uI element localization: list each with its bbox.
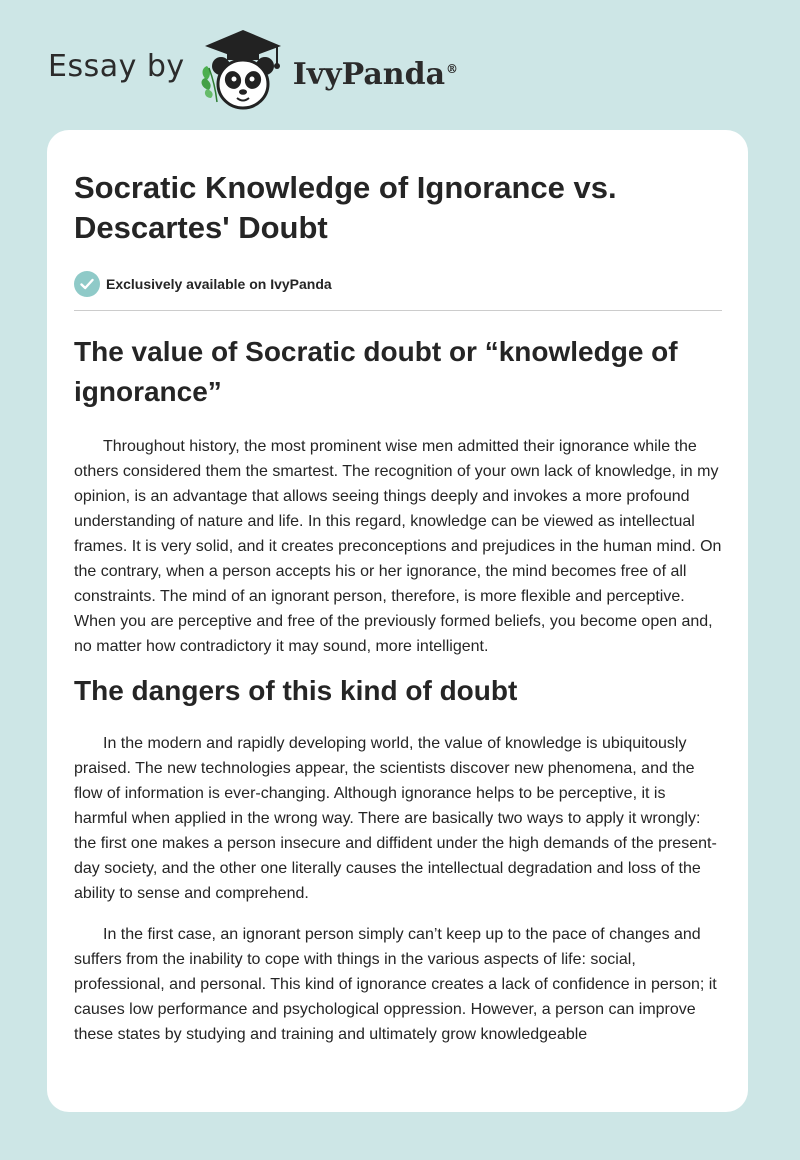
paragraph: Throughout history, the most prominent wise men admitted their ignorance while the others considered them the smartest. The recognition of your own lack of knowledge, in my opinion, is an advantage that allows seeing things deeply and invokes a more profound understanding of nature and life. In this regard, knowledge can be viewed as intellectual frames. It is very solid, and it creates preconceptions and prejudices in the human mind. On the contrary, when a person accepts his or her ignorance, the mind becomes free of all constraints. The mind of an ignorant person, therefore, is more flexible and perceptive. When you are perceptive and free of the previously formed beliefs, you become open and, no matter how contradictory it may sound, more intelligent.	[74, 438, 722, 655]
essay-card	[47, 130, 748, 1112]
brand-name-text: IvyPanda	[292, 56, 446, 92]
divider	[74, 310, 722, 311]
section-value-of-doubt	[74, 332, 722, 659]
panda-graduation-cap-icon[interactable]	[197, 28, 289, 112]
exclusive-badge-label: Exclusively available on IvyPanda	[106, 276, 332, 292]
section-heading: The value of Socratic doubt or “knowledge of ignorance”	[74, 336, 678, 407]
section-heading: The dangers of this kind of doubt	[74, 675, 518, 706]
exclusive-badge	[74, 270, 722, 298]
paragraph: In the modern and rapidly developing world, the value of knowledge is ubiquitously praised. The new technologies appear, the scientists discover new phenomena, and the flow of information is ever-changing. Although ignorance helps to be perceptive, it is harmful when applied in the wrong way. There are basically two ways to apply it wrongly: the first one makes a person insecure and diffident under the high demands of the present-day society, and the other one literally causes the intellectual degradation and loss of the ability to sense and comprehend.	[74, 735, 717, 902]
paragraph: In the first case, an ignorant person simply can’t keep up to the pace of changes and suffers from the inability to cope with things in the various aspects of life: social, professional, and personal. This kind of ignorance creates a lack of confidence in person; it causes low performance and psychological oppression. However, a person can improve these states by studying and training and ultimately grow knowledgeable	[74, 926, 717, 1043]
site-header	[48, 28, 458, 112]
section-dangers-of-doubt	[74, 671, 722, 1047]
page-title: Socratic Knowledge of Ignorance vs. Descartes' Doubt	[74, 170, 617, 245]
registered-mark: ®	[446, 61, 459, 76]
brand-name[interactable]	[293, 57, 458, 92]
check-icon	[74, 271, 100, 297]
essay-by-label: Essay by	[48, 48, 185, 84]
